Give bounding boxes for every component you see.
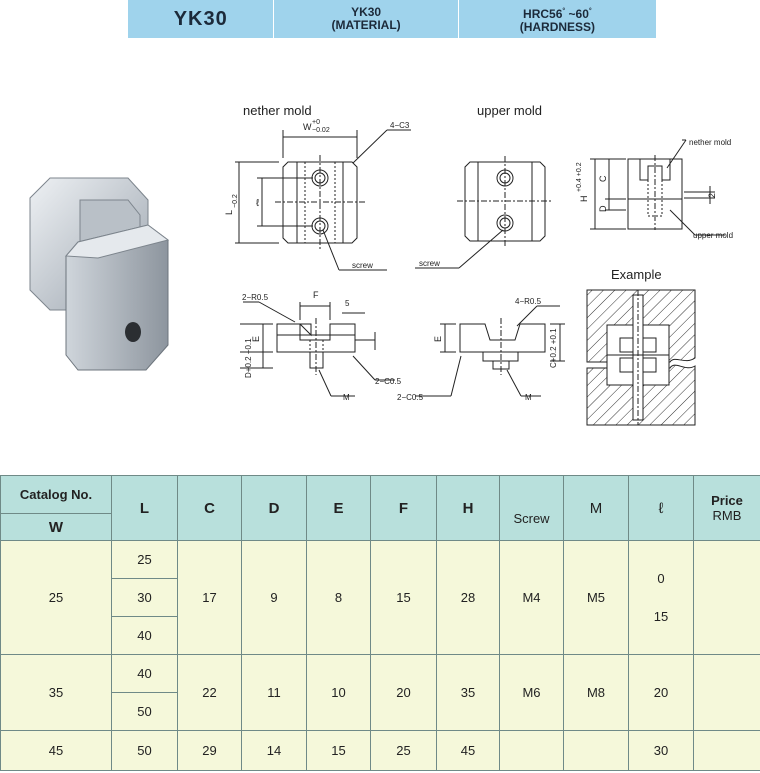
cell-l: 40 [112, 655, 178, 693]
side-upper-label: upper mold [693, 231, 734, 240]
example-title: Example [611, 267, 662, 282]
chamfer-2c05-a: 2−C0.5 [375, 377, 402, 386]
cell-l: 40 [112, 617, 178, 655]
header-m: M [564, 476, 629, 541]
f-dimension: F [313, 290, 319, 300]
cell-price [694, 541, 760, 655]
l-dimension: L [224, 209, 234, 215]
cell-w: 35 [1, 655, 112, 731]
cell-e: 10 [307, 655, 371, 731]
c-tolerance: C+0.2 +0.1 [549, 328, 558, 368]
table-row [1, 655, 760, 693]
radius-2r05: 2−R0.5 [242, 293, 269, 302]
hardness-cell [459, 0, 656, 38]
cell-e: 8 [307, 541, 371, 655]
cell-f: 20 [371, 655, 437, 731]
technical-drawing [215, 90, 760, 430]
cell-l: 30 [112, 579, 178, 617]
table-row [1, 731, 760, 771]
cell-screw: M6 [500, 655, 564, 731]
cell-l: 50 [112, 693, 178, 731]
upper-mold-top-view [415, 156, 553, 268]
thread-m-a: M [343, 393, 350, 402]
d-tolerance: D+0.2 +0.1 [244, 338, 253, 378]
cell-h: 45 [437, 731, 500, 771]
header-f: F [371, 476, 437, 541]
cell-screw: M4 [500, 541, 564, 655]
header-c: C [178, 476, 242, 541]
material-cell [274, 0, 458, 38]
cell-price [694, 655, 760, 731]
example-assembly-section [587, 290, 695, 425]
nether-mold-title: nether mold [243, 103, 312, 118]
hardness-label: (HARDNESS) [519, 19, 596, 34]
cell-c: 29 [178, 731, 242, 771]
l-tolerance: −0.2 [232, 194, 239, 208]
screw-label-1: screw [352, 261, 373, 270]
chamfer-2c05-b: 2−C0.5 [397, 393, 424, 402]
h-dimension: H [579, 195, 589, 202]
header-h: H [437, 476, 500, 541]
cell-d: 11 [242, 655, 307, 731]
radius-4r05: 4−R0.5 [515, 297, 542, 306]
header-l: L [112, 476, 178, 541]
thread-m-b: M [525, 393, 532, 402]
table-row [1, 541, 760, 579]
cell-m [564, 731, 629, 771]
material-value: YK30 [351, 5, 382, 19]
cell-w: 25 [1, 541, 112, 655]
assembly-side-view [590, 140, 725, 235]
header-price: Price RMB [694, 476, 760, 541]
cell-d: 9 [242, 541, 307, 655]
h-tolerance: +0.4 +0.2 [576, 162, 583, 192]
angle-5: 5 [345, 299, 350, 308]
cell-price [694, 731, 760, 771]
e-dimension: E [251, 335, 261, 342]
header-d: D [242, 476, 307, 541]
side-nether-label: nether mold [689, 138, 732, 147]
cell-ell: 30 [629, 731, 694, 771]
product-photo [28, 170, 208, 390]
header-screw: Screw [500, 476, 564, 541]
cell-screw [500, 731, 564, 771]
upper-mold-front-view [415, 306, 565, 396]
cell-l: 50 [112, 731, 178, 771]
material-label: (MATERIAL) [331, 18, 401, 32]
cell-e: 15 [307, 731, 371, 771]
cell-h: 28 [437, 541, 500, 655]
nether-mold-front-view [240, 302, 395, 396]
cell-ell: 20 [629, 655, 694, 731]
header-ell: ℓ [629, 476, 694, 541]
cell-c: 22 [178, 655, 242, 731]
c-dimension: C [598, 175, 608, 182]
model-cell [128, 0, 274, 38]
hardness-value: HRC56° ~60° [523, 6, 592, 21]
cell-ell: 0 15 [629, 541, 694, 655]
w-tol-plus: +0 [312, 119, 320, 126]
nether-mold-top-view [235, 130, 411, 270]
cell-f: 15 [371, 541, 437, 655]
model-name: YK30 [173, 7, 228, 30]
e-dimension-2: E [433, 335, 443, 342]
cell-m: M5 [564, 541, 629, 655]
cell-m: M8 [564, 655, 629, 731]
cell-c: 17 [178, 541, 242, 655]
spec-table [0, 475, 760, 771]
chamfer-4c3: 4−C3 [390, 121, 410, 130]
header-catalog-no: Catalog No. [1, 476, 112, 514]
cell-f: 25 [371, 731, 437, 771]
ell-dimension: ℓ [256, 198, 260, 209]
upper-mold-title: upper mold [477, 103, 543, 118]
cell-d: 14 [242, 731, 307, 771]
d-dimension: D [598, 205, 608, 212]
w-tol-minus: −0.02 [312, 127, 330, 134]
gap-dimension: 2 [707, 192, 717, 198]
cell-h: 35 [437, 655, 500, 731]
w-dimension: W [303, 122, 312, 132]
cell-l: 25 [112, 541, 178, 579]
screw-label-2: screw [419, 259, 440, 268]
spec-header [128, 0, 656, 38]
header-e: E [307, 476, 371, 541]
cell-w: 45 [1, 731, 112, 771]
header-w: W [1, 514, 112, 541]
